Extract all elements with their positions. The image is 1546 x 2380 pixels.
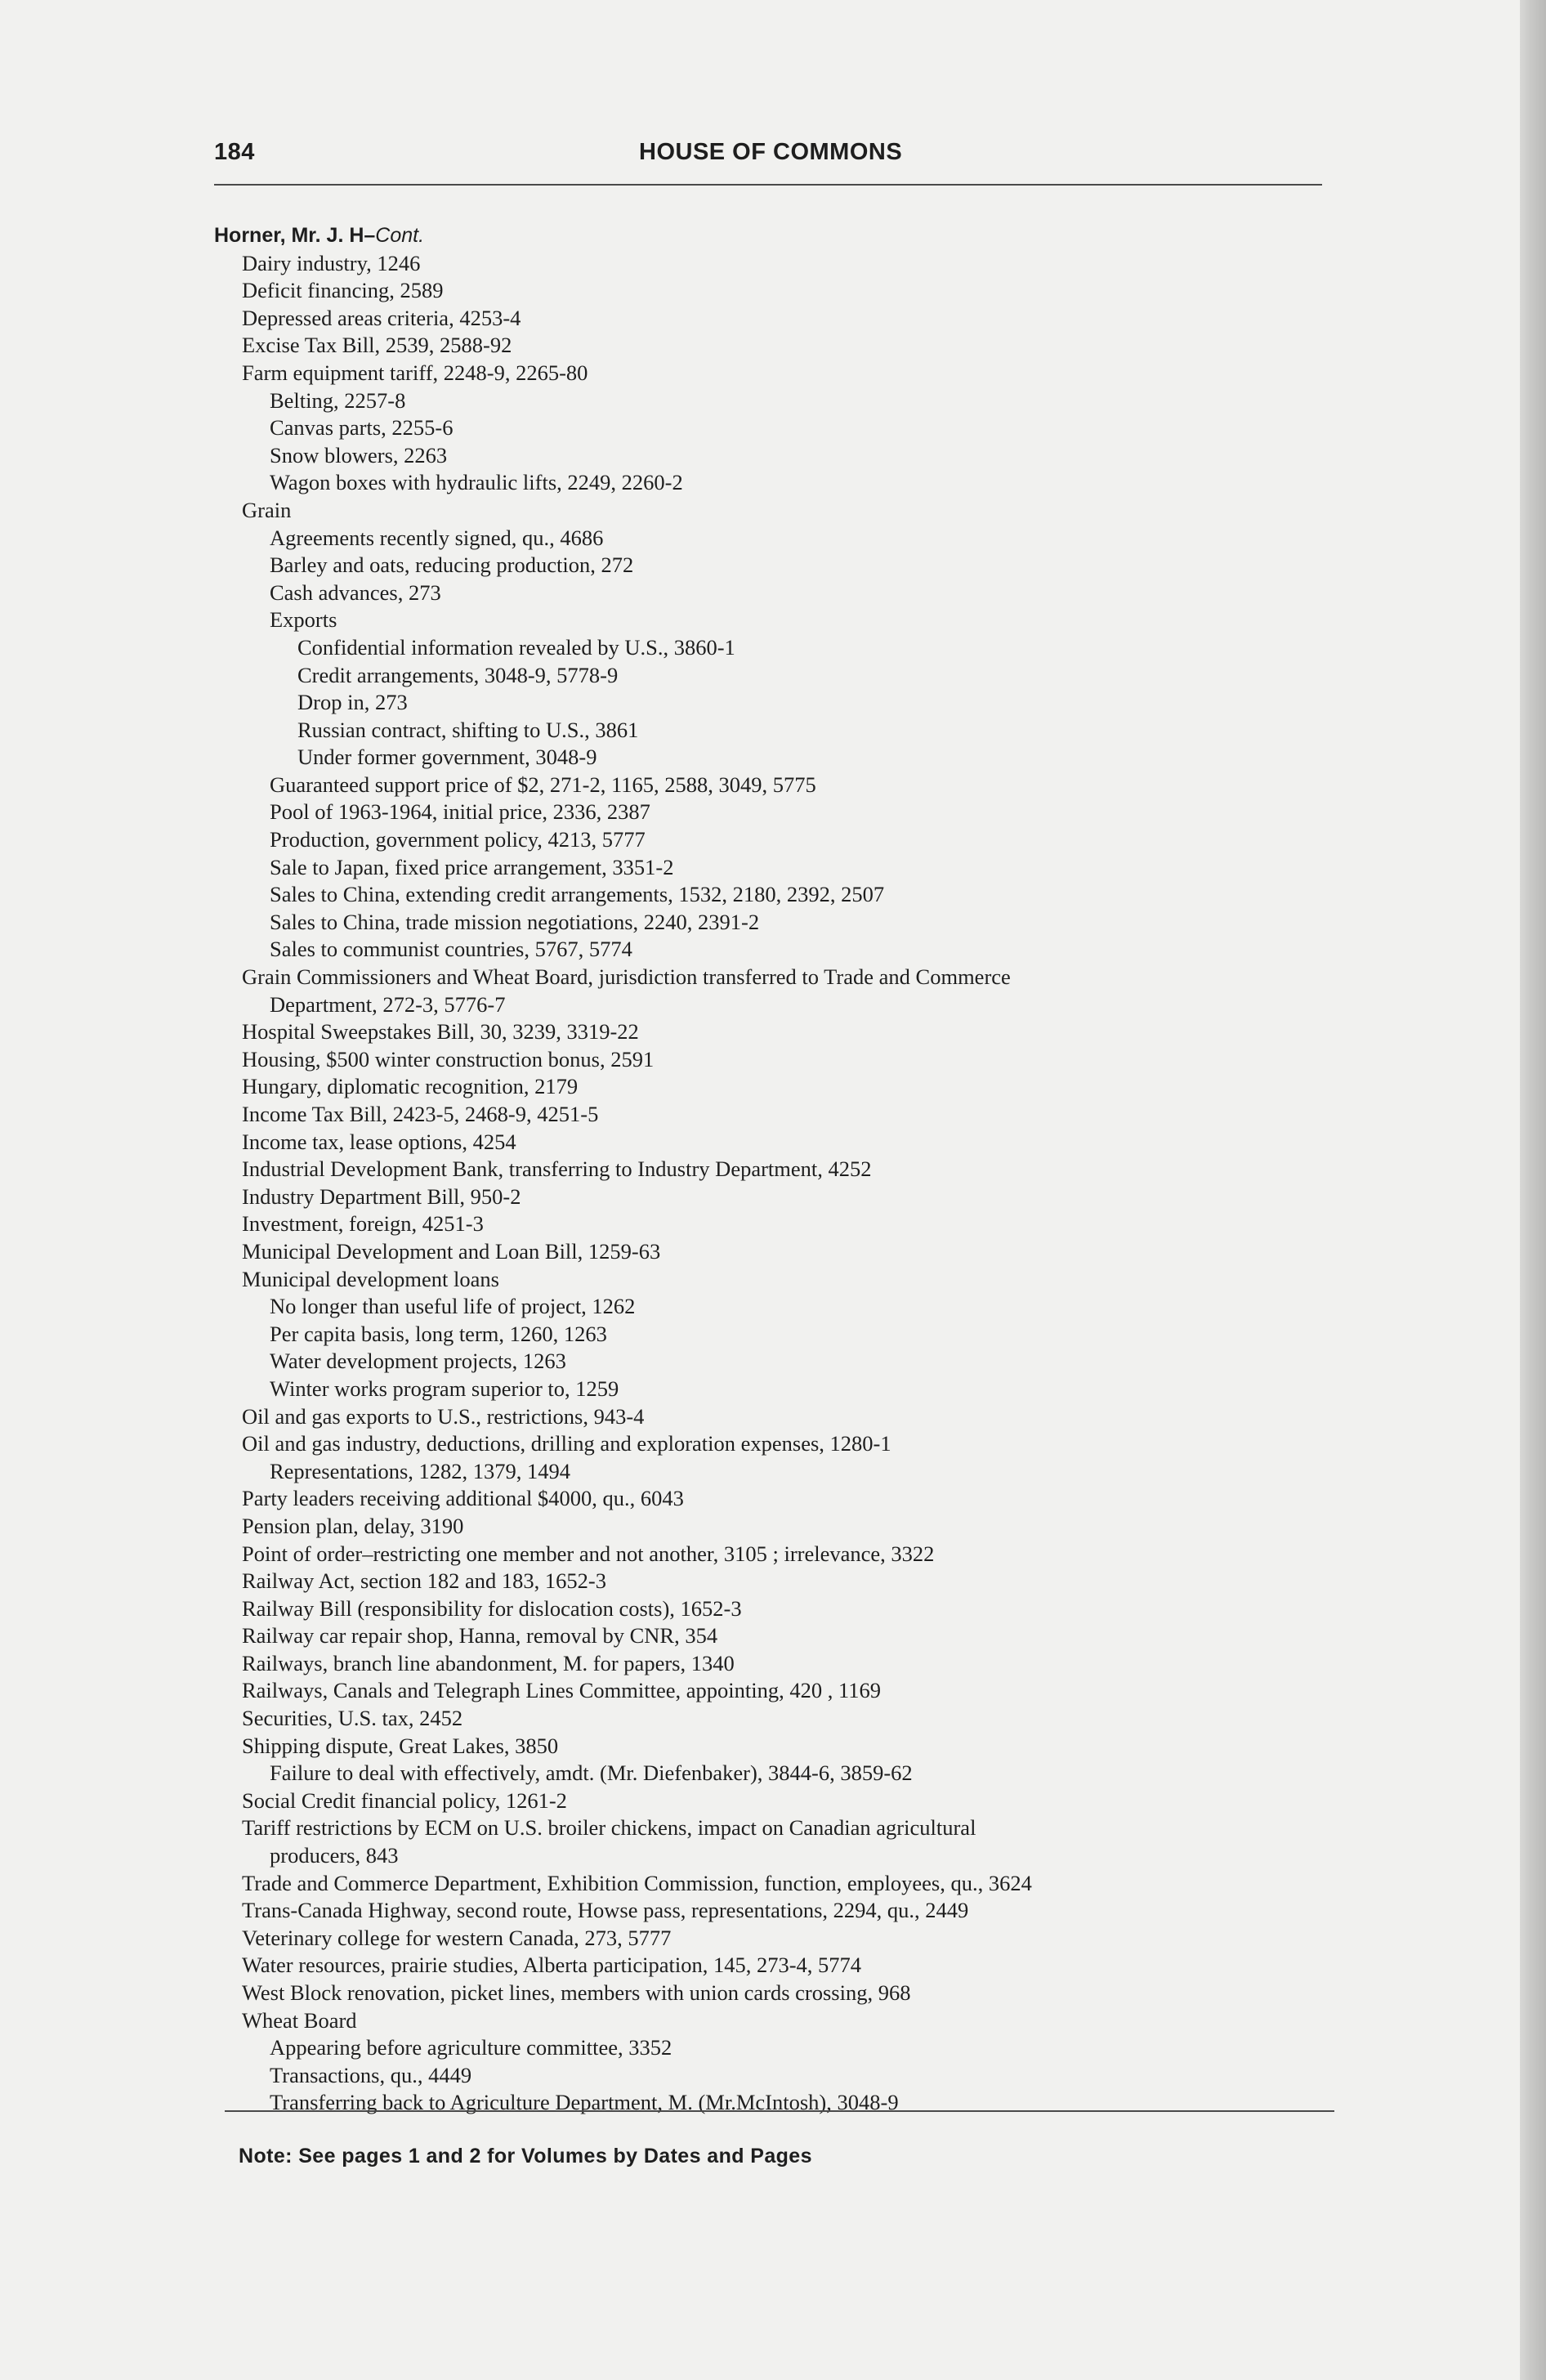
index-entry-level-1: Sales to China, extending credit arrangements, 1532, 2180, 2392, 2507 — [270, 882, 885, 907]
index-entry-level-1: Cash advances, 273 — [270, 579, 441, 605]
index-entry-level-2: Confidential information revealed by U.S., 3860-1 — [297, 634, 735, 660]
index-entry-level-1: Pool of 1963-1964, initial price, 2336, 2387 — [270, 799, 650, 825]
index-entry-level-1: Appearing before agriculture committee, 3352 — [270, 2035, 672, 2060]
index-entry-level-1: Snow blowers, 2263 — [270, 442, 448, 468]
index-entry-level-0: Farm equipment tariff, 2248-9, 2265-80 — [242, 360, 588, 385]
index-heading — [214, 222, 1358, 250]
page-edge — [1520, 0, 1546, 2380]
index-entry-level-0: Shipping dispute, Great Lakes, 3850 — [242, 1733, 559, 1758]
index-entry-level-0: Excise Tax Bill, 2539, 2588-92 — [242, 333, 512, 358]
index-entry-level-1: Guaranteed support price of $2, 271-2, 1165, 2588, 3049, 5775 — [270, 772, 816, 797]
index-entry-level-1: Representations, 1282, 1379, 1494 — [270, 1458, 571, 1483]
index-entry-level-2: Drop in, 273 — [297, 690, 408, 715]
index-entry-level-0: Industry Department Bill, 950-2 — [242, 1183, 521, 1209]
heading-name: Horner, Mr. J. H– — [214, 224, 376, 247]
index-entry-level-0: Depressed areas criteria, 4253-4 — [242, 305, 521, 330]
index-entry-level-0: Social Credit financial policy, 1261-2 — [242, 1787, 567, 1813]
index-entry-level-1: Canvas parts, 2255-6 — [270, 415, 454, 441]
index-entry-level-1: Sales to China, trade mission negotiations, 2240, 2391-2 — [270, 909, 760, 934]
index-entry-level-0: Railway car repair shop, Hanna, removal by CNR, 354 — [242, 1623, 718, 1649]
index-entry-level-0: Income Tax Bill, 2423-5, 2468-9, 4251-5 — [242, 1102, 599, 1126]
index-entry-level-1: Agreements recently signed, qu., 4686 — [270, 525, 604, 550]
index-entry-level-0: Hungary, diplomatic recognition, 2179 — [242, 1074, 579, 1099]
index-entry-level-0: Securities, U.S. tax, 2452 — [242, 1706, 463, 1731]
heading-cont: Cont. — [375, 224, 425, 247]
index-entries — [214, 222, 1358, 2117]
index-entry-level-0: Point of order–restricting one member and not another, 3105 ; irrelevance, 3322 — [242, 1541, 935, 1566]
index-entry-level-1: Per capita basis, long term, 1260, 1263 — [270, 1321, 607, 1346]
index-entry-level-1: Winter works program superior to, 1259 — [270, 1376, 619, 1401]
index-entry-level-2: Russian contract, shifting to U.S., 3861 — [297, 717, 639, 742]
page-title: HOUSE OF COMMONS — [639, 139, 903, 165]
index-entry-level-1: Belting, 2257-8 — [270, 387, 406, 413]
index-entry-level-0: Oil and gas exports to U.S., restrictions, 943-4 — [242, 1403, 645, 1429]
index-entry-level-0: Hospital Sweepstakes Bill, 30, 3239, 3319-22 — [242, 1019, 639, 1045]
index-entry-level-0: Railways, branch line abandonment, M. for papers, 1340 — [242, 1650, 735, 1675]
index-entry-level-0: Trans-Canada Highway, second route, Howse pass, representations, 2294, qu., 2449 — [242, 1898, 969, 1923]
index-entry-level-1: Exports — [270, 607, 337, 633]
index-entry-level-0: Railways, Canals and Telegraph Lines Committee, appointing, 420 , 1169 — [242, 1678, 881, 1703]
index-entry-level-0: Railway Act, section 182 and 183, 1652-3 — [242, 1568, 607, 1594]
index-entry-level-1: Barley and oats, reducing production, 272 — [270, 552, 634, 578]
index-entry-level-1: Production, government policy, 4213, 5777 — [270, 827, 646, 852]
index-entry-level-0: Grain Commissioners and Wheat Board, jurisdiction transferred to Trade and Commerce — [242, 964, 1011, 990]
index-entry-level-0: Party leaders receiving additional $4000, qu., 6043 — [242, 1486, 684, 1511]
index-entry-level-1: Failure to deal with effectively, amdt. (Mr. Diefenbaker), 3844-6, 3859-62 — [270, 1760, 913, 1786]
bottom-divider — [225, 2110, 1334, 2112]
index-entry-level-2: Credit arrangements, 3048-9, 5778-9 — [297, 662, 619, 687]
index-entry-continuation: producers, 843 — [270, 1843, 399, 1868]
index-entry-level-1: Transactions, qu., 4449 — [270, 2062, 472, 2087]
index-entry-level-0: Pension plan, delay, 3190 — [242, 1513, 464, 1538]
index-entry-level-2: Under former government, 3048-9 — [297, 745, 597, 770]
index-entry-level-1: Sales to communist countries, 5767, 5774 — [270, 937, 632, 962]
index-entry-level-1: Sale to Japan, fixed price arrangement, 3351-2 — [270, 854, 674, 879]
index-entry-level-0: Dairy industry, 1246 — [242, 250, 421, 275]
index-entry-level-0: Wheat Board — [242, 2007, 357, 2033]
index-entry-level-1: Water development projects, 1263 — [270, 1349, 566, 1374]
index-entry-level-0: Grain — [242, 497, 292, 522]
footer-note: Note: See pages 1 and 2 for Volumes by Dates and Pages — [239, 2145, 812, 2168]
page-number: 184 — [214, 139, 255, 165]
index-entry-level-1: Transferring back to Agriculture Department, M. (Mr.McIntosh), 3048-9 — [270, 2090, 899, 2115]
index-entry-level-0: Municipal Development and Loan Bill, 1259-63 — [242, 1238, 661, 1264]
index-entry-level-0: Railway Bill (responsibility for dislocation costs), 1652-3 — [242, 1595, 742, 1621]
index-entry-level-0: Water resources, prairie studies, Alberta participation, 145, 273-4, 5774 — [242, 1953, 862, 1978]
index-entry-level-0: Deficit financing, 2589 — [242, 278, 444, 303]
index-entry-level-0: Investment, foreign, 4251-3 — [242, 1211, 484, 1237]
index-entry-level-0: Industrial Development Bank, transferring to Industry Department, 4252 — [242, 1156, 872, 1182]
index-entry-level-0: Income tax, lease options, 4254 — [242, 1129, 516, 1154]
index-entry-level-0: Oil and gas industry, deductions, drilling and exploration expenses, 1280-1 — [242, 1431, 891, 1456]
index-entry-level-1: No longer than useful life of project, 1262 — [270, 1294, 636, 1319]
index-entry-level-0: Tariff restrictions by ECM on U.S. broiler chickens, impact on Canadian agricultural — [242, 1815, 976, 1841]
index-entry-level-0: Municipal development loans — [242, 1266, 499, 1291]
index-entry-level-1: Wagon boxes with hydraulic lifts, 2249, 2260-2 — [270, 470, 683, 495]
index-entry-level-0: Veterinary college for western Canada, 273, 5777 — [242, 1925, 672, 1950]
top-divider — [214, 184, 1322, 186]
index-entry-level-0: West Block renovation, picket lines, members with union cards crossing, 968 — [242, 1980, 911, 2005]
index-entry-continuation: Department, 272-3, 5776-7 — [270, 991, 506, 1017]
index-entry-level-0: Trade and Commerce Department, Exhibition Commission, function, employees, qu., 3624 — [242, 1870, 1032, 1895]
index-entry-level-0: Housing, $500 winter construction bonus, 2591 — [242, 1046, 655, 1071]
